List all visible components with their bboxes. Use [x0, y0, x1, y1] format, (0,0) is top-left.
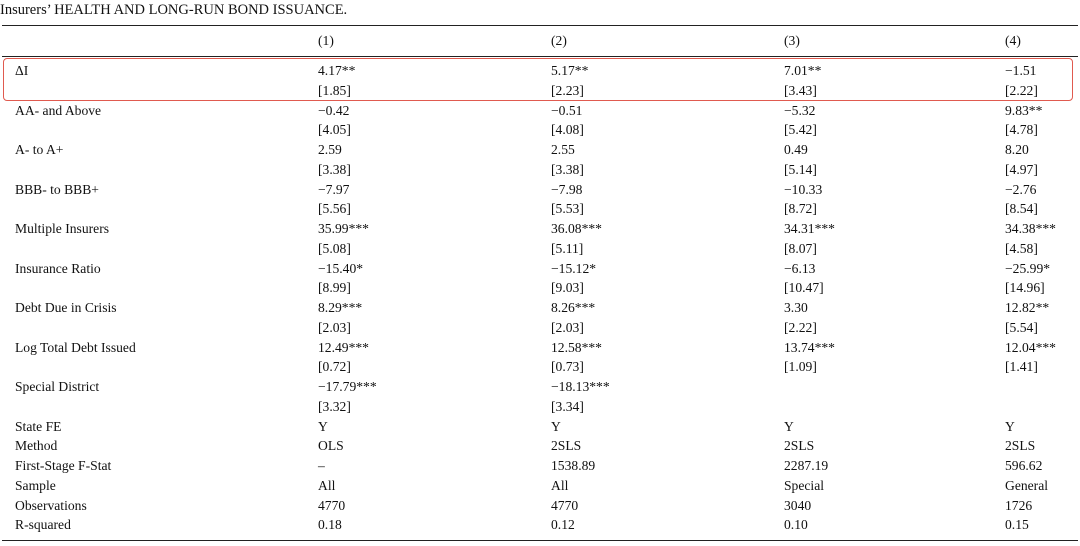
footer-cell: 0.18 — [318, 517, 342, 533]
footer-label: R-squared — [15, 517, 71, 533]
row-label: Debt Due in Crisis — [15, 300, 117, 315]
coefficient-cell: −17.79*** — [318, 379, 377, 394]
std-error-cell: [2.03] — [318, 319, 351, 335]
row-label: ΔI — [15, 63, 29, 78]
footer-cell: Y — [1005, 418, 1015, 434]
std-error-cell: [4.08] — [551, 122, 584, 138]
coefficient-cell: 12.04*** — [1005, 339, 1056, 355]
std-error-cell: [10.47] — [784, 280, 824, 296]
coefficient-cell: −0.51 — [551, 102, 583, 118]
coefficient-cell: 34.38*** — [1005, 221, 1056, 236]
std-error-cell: [2.23] — [551, 82, 584, 98]
footer-cell: Y — [318, 418, 328, 434]
coefficient-cell: 4.17** — [318, 63, 356, 78]
footer-cell: 2287.19 — [784, 458, 829, 473]
std-error-cell: [9.03] — [551, 280, 584, 296]
bottom-rule — [2, 540, 1078, 541]
footer-cell: All — [318, 477, 336, 493]
coefficient-cell: −1.51 — [1005, 63, 1037, 78]
column-header: (3) — [784, 33, 800, 48]
footer-cell: 0.15 — [1005, 517, 1029, 533]
footer-cell: – — [318, 458, 325, 473]
row-label: BBB- to BBB+ — [15, 181, 99, 197]
footer-cell: Special — [784, 477, 825, 493]
std-error-cell: [1.85] — [318, 82, 351, 98]
row-label: Log Total Debt Issued — [15, 339, 136, 355]
coefficient-cell: 12.82** — [1005, 300, 1050, 315]
coefficient-cell: 8.26*** — [551, 300, 596, 315]
footer-cell: 2SLS — [551, 438, 582, 454]
coefficient-cell: −7.97 — [318, 181, 350, 197]
std-error-cell: [8.72] — [784, 201, 817, 217]
std-error-cell: [5.14] — [784, 161, 817, 177]
coefficient-cell: 2.55 — [551, 142, 575, 157]
std-error-cell: [4.05] — [318, 122, 351, 138]
footer-cell: OLS — [318, 438, 344, 454]
std-error-cell: [5.08] — [318, 240, 351, 256]
footer-cell: Y — [551, 418, 561, 434]
coefficient-cell: 8.20 — [1005, 142, 1029, 157]
row-label: Special District — [15, 379, 100, 394]
coefficient-cell: 13.74*** — [784, 339, 835, 355]
highlight-box — [3, 58, 1073, 101]
std-error-cell: [14.96] — [1005, 280, 1045, 296]
footer-cell: 0.10 — [784, 517, 808, 533]
top-rule — [2, 25, 1078, 26]
row-label: AA- and Above — [15, 102, 102, 118]
std-error-cell: [1.09] — [784, 359, 817, 375]
std-error-cell: [3.43] — [784, 82, 817, 98]
std-error-cell: [0.73] — [551, 359, 584, 375]
footer-label: Observations — [15, 497, 87, 513]
row-label: A- to A+ — [15, 142, 64, 157]
footer-cell: 2SLS — [784, 438, 815, 454]
std-error-cell: [5.11] — [551, 240, 584, 256]
coefficient-cell: 0.49 — [784, 142, 808, 157]
coefficient-cell: 9.83** — [1005, 102, 1043, 118]
std-error-cell: [3.38] — [551, 161, 584, 177]
std-error-cell: [5.54] — [1005, 319, 1038, 335]
std-error-cell: [3.32] — [318, 398, 351, 414]
footer-cell: 596.62 — [1005, 458, 1043, 473]
column-header: (1) — [318, 33, 334, 48]
footer-cell: All — [551, 477, 569, 493]
coefficient-cell: 7.01** — [784, 63, 822, 78]
footer-cell: 0.12 — [551, 517, 575, 533]
coefficient-cell: 3.30 — [784, 300, 808, 315]
std-error-cell: [5.42] — [784, 122, 817, 138]
coefficient-cell: 34.31*** — [784, 221, 835, 236]
header-rule — [2, 56, 1078, 57]
footer-cell: 4770 — [551, 497, 579, 513]
std-error-cell: [8.07] — [784, 240, 817, 256]
coefficient-cell: 36.08*** — [551, 221, 602, 236]
footer-label: First-Stage F-Stat — [15, 458, 112, 473]
footer-cell: 3040 — [784, 497, 812, 513]
coefficient-cell: −5.32 — [784, 102, 816, 118]
coefficient-cell: 5.17** — [551, 63, 589, 78]
coefficient-cell: −0.42 — [318, 102, 350, 118]
footer-cell: General — [1005, 477, 1049, 493]
footer-cell: 4770 — [318, 497, 346, 513]
footer-cell: 2SLS — [1005, 438, 1036, 454]
row-label: Insurance Ratio — [15, 260, 101, 276]
std-error-cell: [5.53] — [551, 201, 584, 217]
footer-label: State FE — [15, 418, 62, 434]
std-error-cell: [1.41] — [1005, 359, 1038, 375]
coefficient-cell: −10.33 — [784, 181, 823, 197]
std-error-cell: [2.22] — [1005, 82, 1038, 98]
std-error-cell: [8.54] — [1005, 201, 1038, 217]
std-error-cell: [4.78] — [1005, 122, 1038, 138]
std-error-cell: [4.97] — [1005, 161, 1038, 177]
coefficient-cell: 8.29*** — [318, 300, 363, 315]
coefficient-cell: −2.76 — [1005, 181, 1037, 197]
row-label: Multiple Insurers — [15, 221, 110, 236]
column-header: (4) — [1005, 33, 1021, 48]
coefficient-cell: −6.13 — [784, 260, 816, 276]
coefficient-cell: −25.99* — [1005, 260, 1051, 276]
std-error-cell: [2.03] — [551, 319, 584, 335]
footer-cell: Y — [784, 418, 794, 434]
coefficient-cell: 12.58*** — [551, 339, 602, 355]
std-error-cell: [3.34] — [551, 398, 584, 414]
footer-label: Sample — [15, 477, 56, 493]
coefficient-cell: 12.49*** — [318, 339, 369, 355]
std-error-cell: [2.22] — [784, 319, 817, 335]
coefficient-cell: −15.40* — [318, 260, 364, 276]
coefficient-cell: −7.98 — [551, 181, 583, 197]
table-caption: Insurers’ HEALTH AND LONG-RUN BOND ISSUANCE. — [0, 2, 348, 18]
coefficient-cell: 35.99*** — [318, 221, 369, 236]
footer-label: Method — [15, 438, 58, 454]
std-error-cell: [5.56] — [318, 201, 351, 217]
std-error-cell: [0.72] — [318, 359, 351, 375]
footer-cell: 1538.89 — [551, 458, 596, 473]
coefficient-cell: −18.13*** — [551, 379, 610, 394]
footer-cell: 1726 — [1005, 497, 1033, 513]
std-error-cell: [3.38] — [318, 161, 351, 177]
std-error-cell: [4.58] — [1005, 240, 1038, 256]
std-error-cell: [8.99] — [318, 280, 351, 296]
column-header: (2) — [551, 33, 567, 48]
coefficient-cell: 2.59 — [318, 142, 342, 157]
coefficient-cell: −15.12* — [551, 260, 597, 276]
